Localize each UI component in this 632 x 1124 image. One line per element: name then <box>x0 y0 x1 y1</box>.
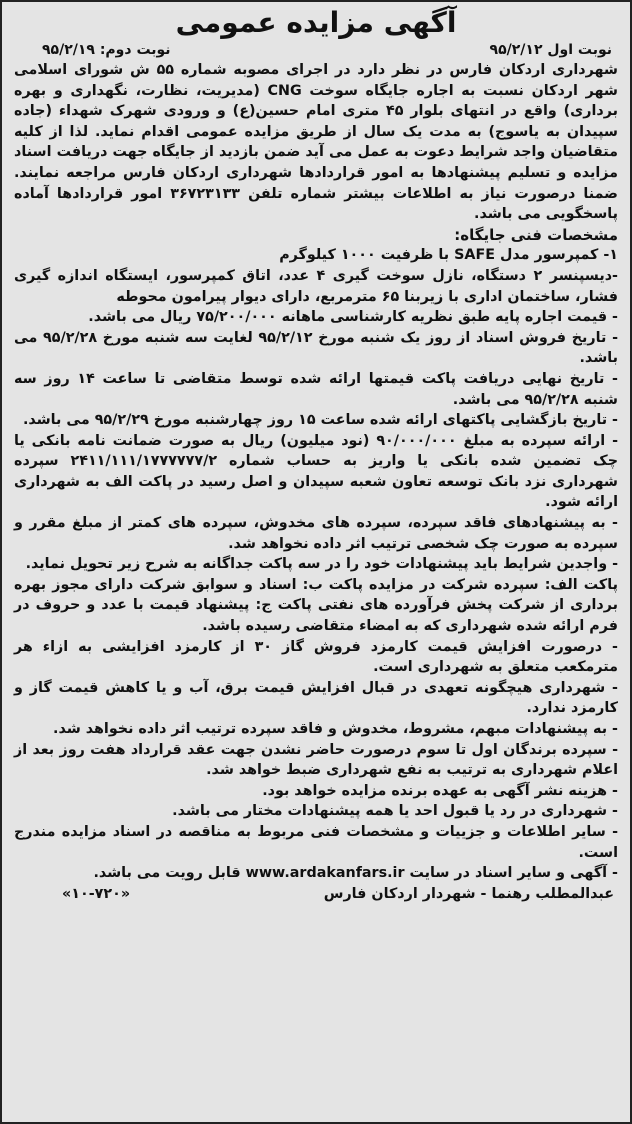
spec-item: پاکت الف: سپرده شرکت در مزایده پاکت ب: اسناد و سوابق شرکت دارای مجوز بهره برداری از شرکت پخش فرآورده های نفتی پاکت ج: پیشنهاد قیمت با عدد و حروف در فرم ارائه شده شهرداری که به امضاء متقاضی رسیده باشد. <box>14 576 618 635</box>
spec-item: - ارائه سپرده به مبلغ ۹۰/۰۰۰/۰۰۰ (نود میلیون) ریال به صورت ضمانت نامه بانکی یا چک تضمین شده بانکی یا واریز به حساب شماره ۲۴۱۱/۱۱۱/۱۷۷۷۷۷۷/۲ سپرده شهرداری نزد بانک توسعه تعاون شعبه سپیدان و اصل رسید در پاکت الف به شهرداری ارائه شود. <box>14 432 619 511</box>
spec-item: - تاریخ نهایی دریافت پاکت قیمتها ارائه شده توسط متقاضی تا ساعت ۱۴ روز سه شنبه ۹۵/۲/۲۸ می باشد. <box>14 370 618 408</box>
spec-item: - شهرداری هیچگونه تعهدی در قبال افزایش قیمت برق، آب و یا کاهش قیمت گاز و کارمزد ندارد. <box>14 679 618 717</box>
specs-heading: مشخصات فنی جایگاه: <box>454 225 618 244</box>
first-publication-date: نوبت اول ۹۵/۲/۱۲ <box>489 42 612 58</box>
spec-item: - واجدین شرایط باید پیشنهادات خود را در سه پاکت جداگانه به شرح زیر تحویل نماید. <box>25 556 618 573</box>
spec-item: -دیسپنسر ۲ دستگاه، نازل سوخت گیری ۴ عدد، اتاق کمپرسور، ایستگاه اندازه گیری فشار، ساختمان اداری با زیربنا ۶۵ مترمربع، دارای دیوار پیرامون محوطه <box>14 267 618 305</box>
spec-item: ۱- کمپرسور مدل SAFE با ظرفیت ۱۰۰۰ کیلوگرم <box>279 247 618 264</box>
spec-item: - هزینه نشر آگهی به عهده برنده مزایده خواهد بود. <box>262 782 618 799</box>
intro-paragraph: شهرداری اردکان فارس در نظر دارد در اجرای مصوبه شماره ۵۵ ش شورای اسلامی شهر اردکان نسبت به اجاره جایگاه سوخت CNG (مدیریت، نظارت، نگهداری و بهره برداری) واقع در انتهای بلوار ۴۵ متری امام حسین(ع) و ورودی شهرک شهداء (جاده سپیدان به یاسوج) به مدت یک سال از طریق مزایده عمومی اقدام نماید. لذا از کلیه متقاضیان واجد شرایط دعوت به عمل می آید ضمن بازدید از جایگاه جهت دریافت اسناد مزایده و تسلیم پیشنهادها به امور قراردادها شهرداری اردکان فارس مراجعه نمایند. ضمنا درصورت نیاز به اطلاعات بیشتر شماره تلفن ۳۶۷۲۳۱۳۳ امور قراردادها آماده پاسخگویی می باشد. <box>14 62 618 223</box>
ad-title: آگهی مزایده عمومی <box>175 6 457 39</box>
signature: عبدالمطلب رهنما - شهردار اردکان فارس <box>323 885 614 902</box>
spec-item: - به پیشنهادات مبهم، مشروط، مخدوش و فاقد سپرده ترتیب اثر داده نخواهد شد. <box>53 721 618 737</box>
spec-item: - به پیشنهادهای فاقد سپرده، سپرده های مخدوش، سپرده های کمتر از مبلغ مقرر و سپرده به صورت چک شخصی ترتیب اثر داده نخواهد شد. <box>14 515 618 552</box>
spec-item: - شهرداری در رد یا قبول احد یا همه پیشنهادات مختار می باشد. <box>172 803 618 820</box>
ad-code: «۱۰-۷۲۰» <box>62 885 131 902</box>
second-publication-date: نوبت دوم: ۹۵/۲/۱۹ <box>42 42 171 58</box>
spec-item: - درصورت افزایش قیمت کارمزد فروش گاز ۳۰ از کارمزد افزایشی به ازاء هر مترمکعب متعلق به شهرداری است. <box>14 638 618 676</box>
spec-item: - آگهی و سایر اسناد در سایت www.ardakanfars.ir قابل رویت می باشد. <box>93 865 618 882</box>
spec-item: - قیمت اجاره پایه طبق نظریه کارشناسی ماهانه ۷۵/۲۰۰/۰۰۰ ریال می باشد. <box>88 309 618 326</box>
spec-item: - سایر اطلاعات و جزییات و مشخصات فنی مربوط به مناقصه در اسناد مزایده مندرج است. <box>14 823 618 861</box>
ad-body <box>2 60 630 884</box>
spec-item: - تاریخ بازگشایی پاکتهای ارائه شده ساعت ۱۵ روز چهارشنبه مورخ ۹۵/۲/۲۹ می باشد. <box>22 412 618 429</box>
publication-dates <box>2 40 630 60</box>
signature-line <box>2 884 630 905</box>
spec-item: - سپرده برندگان اول تا سوم درصورت حاضر نشدن جهت عقد قرارداد هفت روز بعد از اعلام شهرداری به ترتیب به نفع شهرداری ضبط خواهد شد. <box>14 741 618 779</box>
spec-item: - تاریخ فروش اسناد از روز یک شنبه مورخ ۹۵/۲/۱۲ لغایت سه شنبه مورخ ۹۵/۲/۲۸ می باشد. <box>14 329 619 367</box>
